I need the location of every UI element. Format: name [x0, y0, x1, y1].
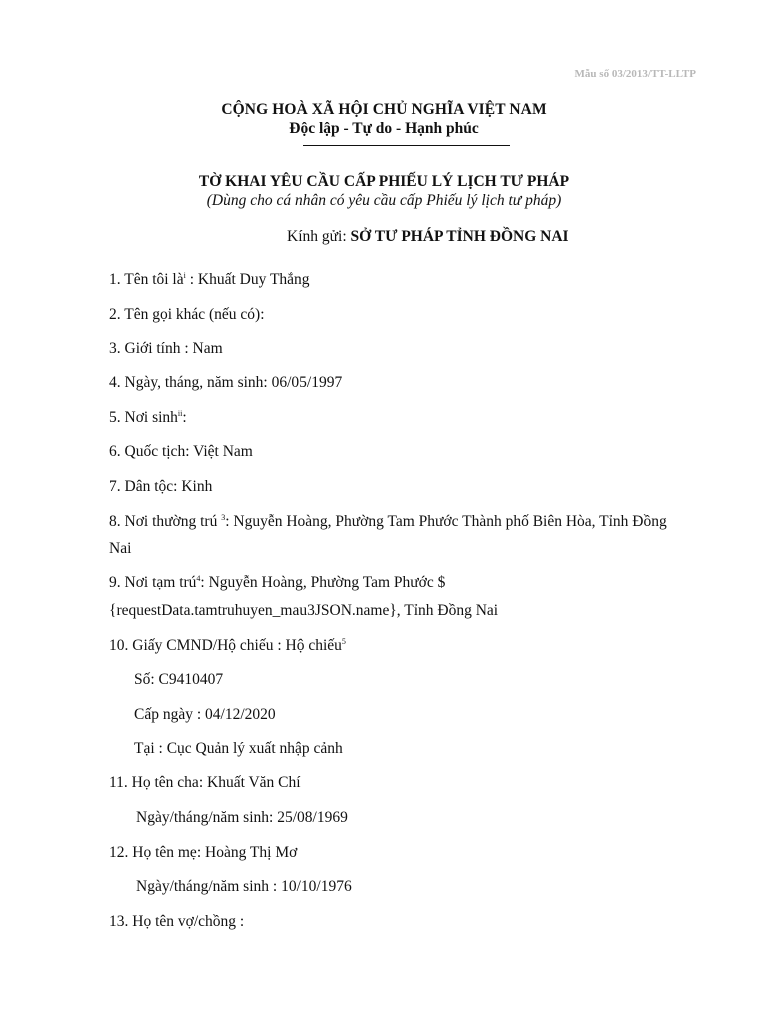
footnote-ref: 3 [221, 512, 226, 522]
footnote-ref: 4 [196, 573, 201, 583]
national-motto: Độc lập - Tự do - Hạnh phúc [289, 120, 479, 137]
field-label: 9. Nơi tạm trú [109, 574, 197, 591]
field-value: : Nguyễn Hoàng, Phường Tam Phước $ [200, 574, 446, 591]
field-permanent-address-continued: Nai [109, 540, 132, 557]
form-number: Mẫu số 03/2013/TT-LLTP [574, 68, 696, 80]
field-id-issue-place: Tại : Cục Quản lý xuất nhập cảnh [134, 740, 343, 757]
field-value: : Nguyễn Hoàng, Phường Tam Phước Thành phố Biên Hòa, Tỉnh Đồng [225, 513, 667, 530]
field-mother-dob: Ngày/tháng/năm sinh : 10/10/1976 [136, 878, 352, 895]
field-label: 10. Giấy CMND/Hộ chiếu : Hộ chiếu [109, 637, 342, 654]
field-id-issue-date: Cấp ngày : 04/12/2020 [134, 706, 276, 723]
field-value: : [182, 409, 187, 426]
field-label: 1. Tên tôi là [109, 271, 184, 288]
footnote-ref: i [183, 270, 186, 280]
field-mother-name: 12. Họ tên mẹ: Hoàng Thị Mơ [109, 844, 298, 861]
field-spouse-name: 13. Họ tên vợ/chồng : [109, 913, 245, 930]
field-label: 8. Nơi thường trú [109, 513, 222, 530]
recipient-name: SỞ TƯ PHÁP TỈNH ĐỒNG NAI [350, 228, 569, 245]
field-father-name: 11. Họ tên cha: Khuất Văn Chí [109, 774, 301, 791]
field-id-document [109, 636, 346, 656]
field-date-of-birth: 4. Ngày, tháng, năm sinh: 06/05/1997 [109, 374, 343, 391]
field-id-number: Số: C9410407 [134, 671, 224, 688]
field-nationality: 6. Quốc tịch: Việt Nam [109, 443, 253, 460]
field-full-name [109, 270, 310, 290]
recipient-line [287, 228, 569, 246]
footnote-ref: ii [177, 408, 183, 418]
field-ethnicity: 7. Dân tộc: Kinh [109, 478, 213, 495]
field-gender: 3. Giới tính : Nam [109, 340, 223, 357]
form-title: TỜ KHAI YÊU CẦU CẤP PHIẾU LÝ LỊCH TƯ PHÁP [198, 173, 570, 190]
field-value: : Khuất Duy Thắng [185, 271, 310, 288]
field-other-name: 2. Tên gọi khác (nếu có): [109, 306, 265, 323]
motto-underline [303, 145, 510, 146]
field-place-of-birth [109, 408, 187, 428]
field-temporary-address-continued: {requestData.tamtruhuyen_mau3JSON.name}, Tỉnh Đồng Nai [109, 602, 499, 619]
form-subtitle: (Dùng cho cá nhân có yêu cầu cấp Phiếu lý lịch tư pháp) [206, 192, 562, 209]
field-father-dob: Ngày/tháng/năm sinh: 25/08/1969 [136, 809, 348, 826]
field-temporary-address [109, 573, 445, 593]
field-permanent-address [109, 512, 667, 532]
footnote-ref: 5 [341, 636, 346, 646]
national-title: CỘNG HOÀ XÃ HỘI CHỦ NGHĨA VIỆT NAM [221, 101, 547, 118]
field-label: 5. Nơi sinh [109, 409, 178, 426]
recipient-label: Kính gửi: [287, 228, 351, 245]
